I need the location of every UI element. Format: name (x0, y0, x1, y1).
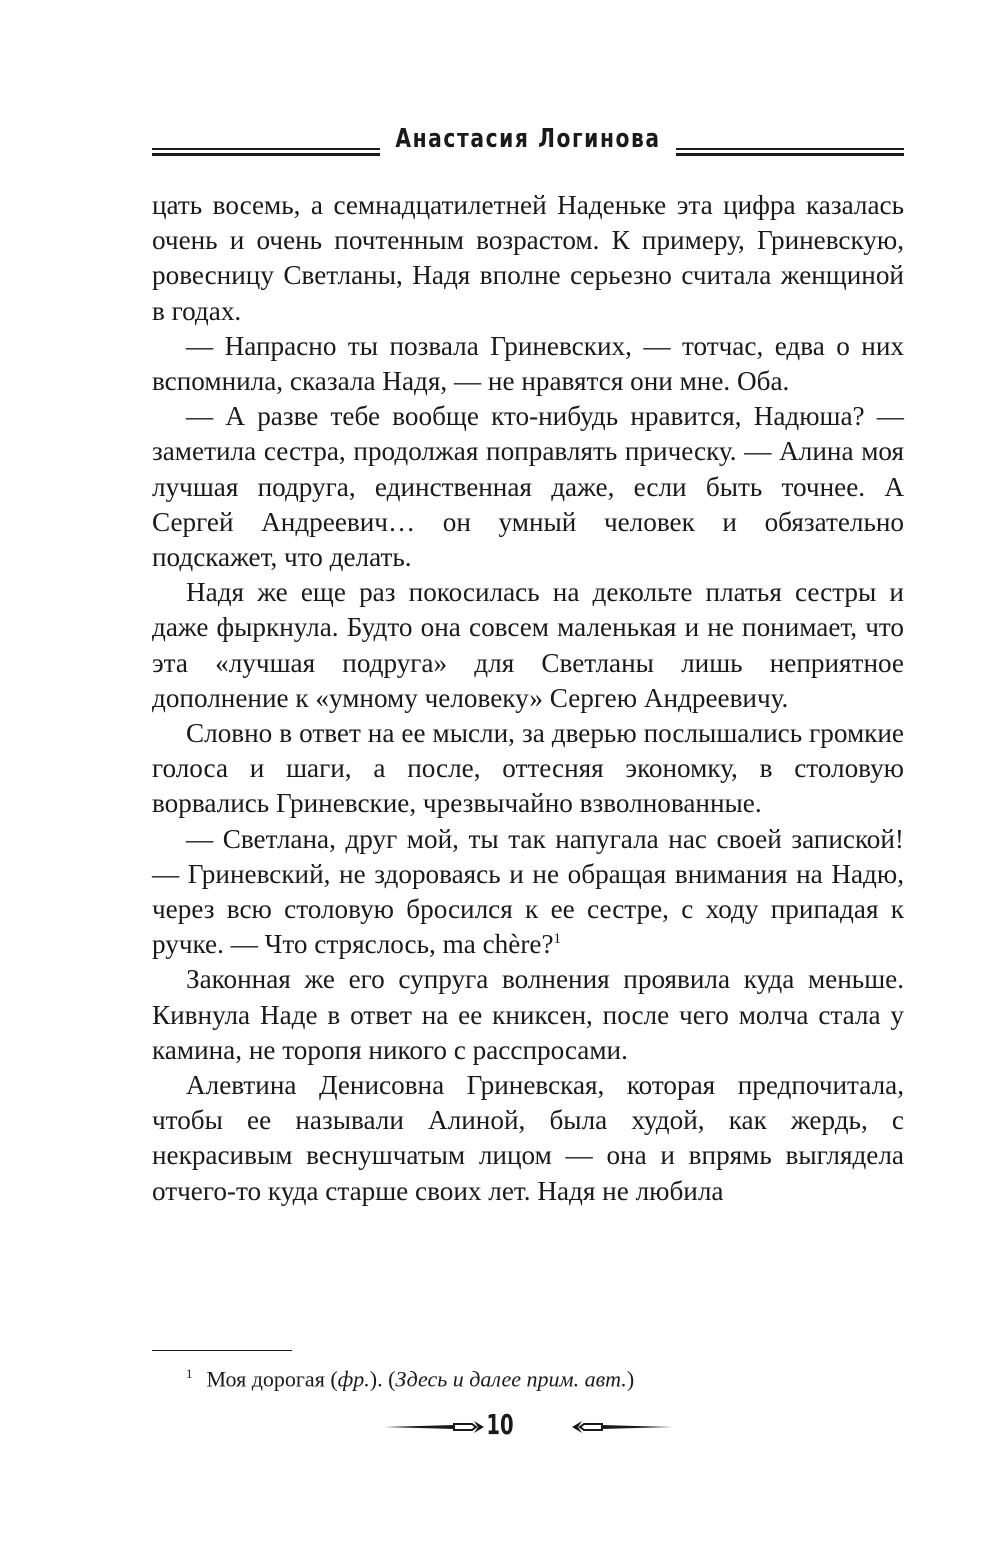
footnote-text-a: Моя дорогая ( (206, 1366, 338, 1392)
paragraph-6-text: — Светлана, друг мой, ты так напугала нас своей запиской! — Гриневский, не здороваясь и не обращая внимания на Надю, через всю столовую бросился к ее сестре, с ходу припадая к ручке. — Что стряслось, ma chère? (152, 823, 904, 960)
page-footer (0, 1408, 1000, 1448)
footnote (186, 1360, 886, 1393)
paragraph-1: цать восемь, а семнадцатилетней Наденьке эта цифра казалась очень и очень почтенным возрастом. К примеру, Гриневскую, ровесницу Светланы, Надя вполне серьезно считала женщиной в годах. (152, 190, 904, 326)
right-ornament-icon (568, 1416, 672, 1438)
footnote-reference[interactable]: 1 (553, 931, 562, 948)
header-author-title: Анастасия Логинова (395, 124, 661, 154)
paragraph-3: — А разве тебе вообще кто-нибудь нравится, Надюша? — заметила сестра, продолжая поправлять прическу. — Алина моя лучшая подруга, единственная даже, если быть точнее. А Сергей Андреевич… он умный человек и обязательно подскажет, что делать. (152, 401, 904, 573)
footnote-text-c: ) (626, 1366, 635, 1392)
footnote-note: Здесь и далее прим. авт. (395, 1366, 627, 1392)
paragraph-5: Словно в ответ на ее мысли, за дверью послышались громкие голоса и шаги, а после, оттесняя экономку, в столовую ворвались Гриневские, чрезвычайно взволнованные. (152, 718, 904, 819)
running-header (152, 118, 904, 168)
footnote-mark: 1 (186, 1366, 193, 1381)
paragraph-4: Надя же еще раз покосилась на декольте платья сестры и даже фыркнула. Будто она совсем маленькая и не понимает, что эта «лучшая подруга» для Светланы лишь неприятное дополнение к «умному человеку» Сергею Андреевичу. (152, 577, 904, 713)
footnote-separator (152, 1350, 292, 1351)
page-body-text (152, 188, 904, 1209)
page-number: 10 (486, 1408, 514, 1441)
paragraph-7: Законная же его супруга волнения проявила куда меньше. Кивнула Наде в ответ на ее книксен, после чего молча стала у камина, не торопя никого с расспросами. (152, 964, 904, 1065)
paragraph-2: — Напрасно ты позвала Гриневских, — тотчас, едва о них вспомнила, сказала Надя, — не нравятся они мне. Оба. (152, 330, 904, 397)
paragraph-6 (152, 822, 904, 963)
header-rule-right (676, 148, 904, 156)
footnote-text-b: ). ( (369, 1366, 396, 1392)
paragraph-8: Алевтина Денисовна Гриневская, которая предпочитала, чтобы ее называли Алиной, была худой, как жердь, с некрасивым веснушчатым лицом — она и впрямь выглядела отчего-то куда старше своих лет. Надя не любила (152, 1070, 904, 1206)
footnote-lang: фр. (337, 1366, 370, 1392)
